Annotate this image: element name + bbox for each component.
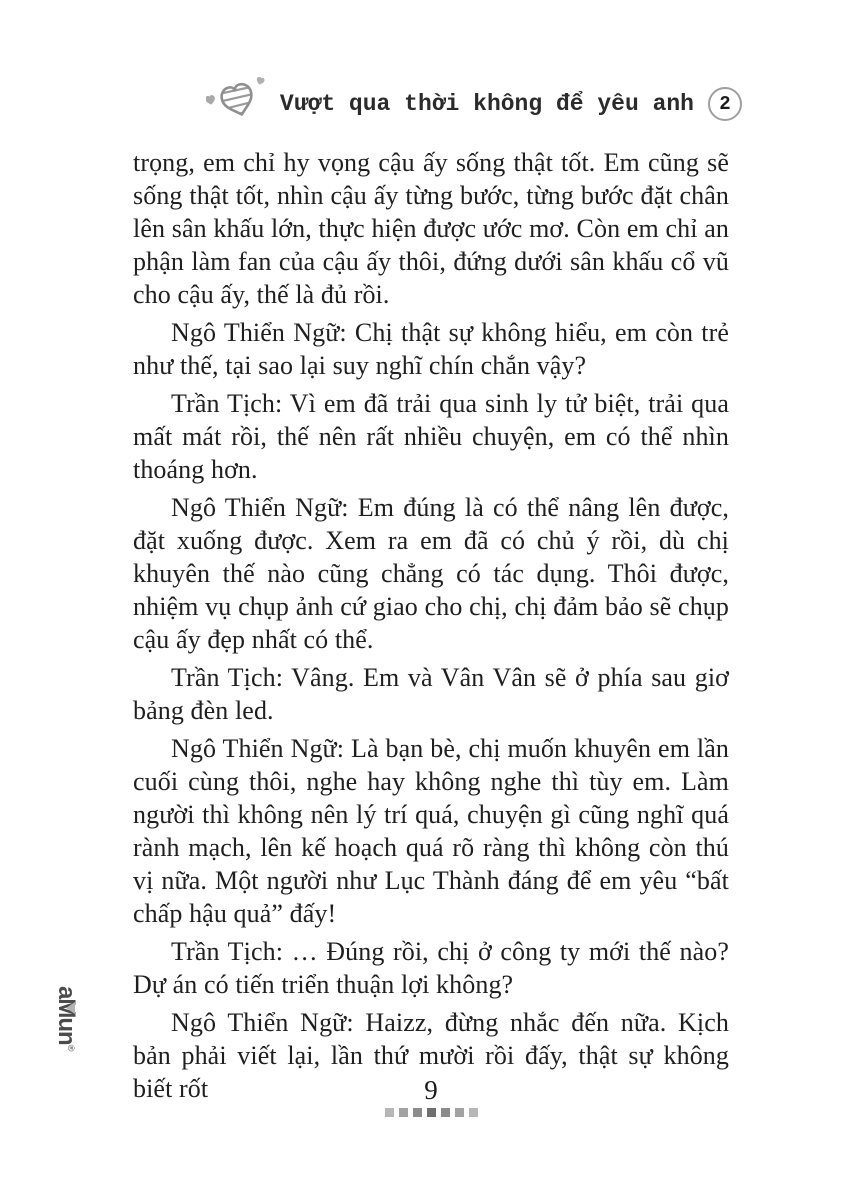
running-header xyxy=(133,80,742,128)
page-body xyxy=(133,146,729,1110)
logo-accent xyxy=(66,1002,75,1014)
page-footer xyxy=(133,1076,729,1117)
logo-letter-m: M xyxy=(53,998,80,1018)
logo-letters-un: un xyxy=(53,1017,80,1045)
paragraph: Ngô Thiển Ngữ: Chị thật sự không hiểu, em còn trẻ như thế, tại sao lại suy nghĩ chín chắn vậy? xyxy=(133,318,729,380)
ornament-square xyxy=(413,1108,422,1117)
ornament-square xyxy=(469,1108,478,1117)
page-number: 9 xyxy=(424,1075,438,1105)
paragraph: Trần Tịch: Vì em đã trải qua sinh ly tử biệt, trải qua mất mát rồi, thế nên rất nhiều chuyện, em có thể nhìn thoáng hơn. xyxy=(133,389,729,484)
paragraph: Ngô Thiển Ngữ: Haizz, đừng nhắc đến nữa. Kịch bản phải viết lại, lần thứ mười rồi đấy, thật sự không biết rốt xyxy=(133,1008,729,1103)
publisher-logo-text xyxy=(54,986,78,1051)
paragraph: trọng, em chỉ hy vọng cậu ấy sống thật tốt. Em cũng sẽ sống thật tốt, nhìn cậu ấy từng bước, từng bước đặt chân lên sân khấu lớn, thực hiện được ước mơ. Còn em chỉ an phận làm fan của cậu ấy thôi, đứng dưới sân khấu cổ vũ cho cậu ấy, thế là đủ rồi. xyxy=(133,148,729,309)
ornament-square xyxy=(385,1108,394,1117)
logo-letter-a: a xyxy=(53,986,80,999)
ornament-square xyxy=(427,1108,436,1117)
book-title: Vượt qua thời không để yêu anh xyxy=(279,91,694,117)
publisher-logo xyxy=(44,984,84,1068)
volume-number-badge: 2 xyxy=(708,87,742,121)
heart-doodle-icon xyxy=(206,77,270,132)
paragraph: Trần Tịch: … Đúng rồi, chị ở công ty mới thế nào? Dự án có tiến triển thuận lợi không? xyxy=(133,937,729,999)
paragraph: Ngô Thiển Ngữ: Em đúng là có thể nâng lên được, đặt xuống được. Xem ra em đã có chủ ý rồi, dù chị khuyên thế nào cũng chẳng có tác dụng. Thôi được, nhiệm vụ chụp ảnh cứ giao cho chị, chị đảm bảo sẽ chụp cậu ấy đẹp nhất có thể. xyxy=(133,493,729,654)
page-ornament xyxy=(133,1108,729,1117)
paragraph: Trần Tịch: Vâng. Em và Vân Vân sẽ ở phía sau giơ bảng đèn led. xyxy=(133,663,729,725)
ornament-square xyxy=(399,1108,408,1117)
paragraph: Ngô Thiển Ngữ: Là bạn bè, chị muốn khuyên em lần cuối cùng thôi, nghe hay không nghe thì tùy em. Làm người thì không nên lý trí quá, chuyện gì cũng nghĩ quá rành mạch, lên kế hoạch quá rõ ràng thì không còn thú vị nữa. Một người như Lục Thành đáng để em yêu “bất chấp hậu quả” đấy! xyxy=(133,734,729,928)
ornament-square xyxy=(455,1108,464,1117)
ornament-square xyxy=(441,1108,450,1117)
registered-trademark-icon: ® xyxy=(66,1044,76,1052)
